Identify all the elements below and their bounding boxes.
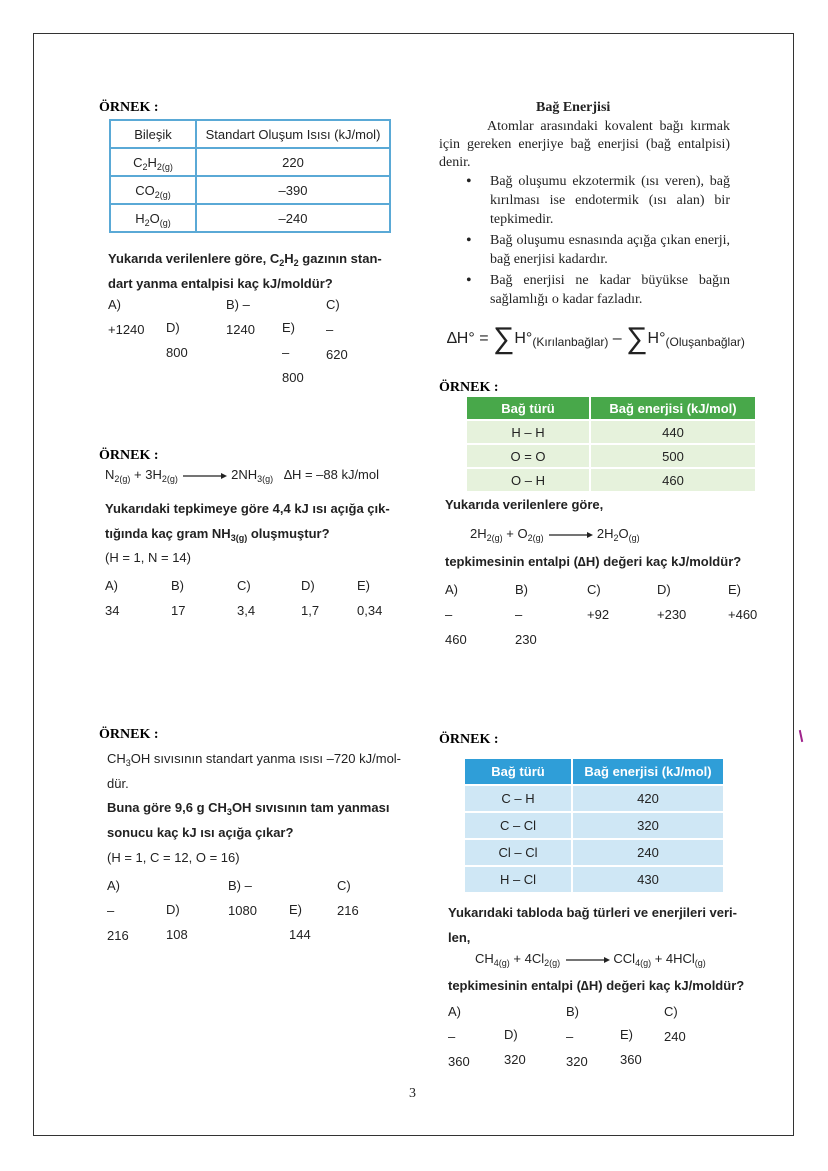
q5-equation: $CH_{4(g)} + 4Cl_{2(g)}$ CCl$_{4(g)}$ + 4HCl$_{(g)}$ <box>475 951 706 968</box>
option[interactable]: A) +1240 <box>108 297 145 337</box>
option[interactable]: D) 108 <box>166 902 188 942</box>
bond-intro: Atomlar arasındaki kovalent bağı kırmak için gereken enerjiye bağ enerjisi (bağ entalpisi) denir. <box>439 119 730 170</box>
option[interactable]: E) –800 <box>282 320 304 385</box>
option[interactable]: C) 3,4 <box>237 578 256 618</box>
q1-question: Yukarıda verilenlere göre, $C_2H_2$ gazının stan- dart yanma entalpisi kaç kJ/moldür? <box>108 251 382 291</box>
option[interactable]: E) 360 <box>620 1027 642 1067</box>
option[interactable]: C) 240 <box>664 1004 686 1044</box>
q5-th-0: Bağ türü <box>465 759 572 785</box>
q5-table <box>465 759 723 892</box>
bond-formula: $\Delta H^\circ = \sum H^\circ_{(Kırılanbağlar)} - \sum H^\circ_{(Oluşanbağlar)}$ <box>447 322 745 355</box>
bond-bullets <box>448 172 730 309</box>
q1-th-1: Standart Oluşum Isısı (kJ/mol) <box>196 120 390 148</box>
q4-th-0: Bağ türü <box>467 397 590 420</box>
table-row: Cl – Cl 240 <box>465 839 723 866</box>
option[interactable]: A) –216 <box>107 878 129 943</box>
option[interactable]: B) –230 <box>515 582 537 647</box>
q4-question: tepkimesinin entalpi (∆H) değeri kaç kJ/moldür? <box>445 554 742 569</box>
option[interactable]: B) 17 <box>171 578 186 618</box>
option[interactable]: A) –360 <box>448 1004 470 1069</box>
q1-th-0: Bileşik <box>110 120 196 148</box>
table-row: O = O 500 <box>467 444 755 468</box>
option[interactable]: A) 34 <box>105 578 120 618</box>
table-row: O – H 460 <box>467 468 755 491</box>
q3-question: Buna göre 9,6 g $CH_3OH$ sıvısının tam yanması sonucu kaç kJ ısı açığa çıkar? <box>107 800 390 840</box>
table-row: $C_2H_{2(g)}$ 220 <box>110 148 390 176</box>
q4-heading: ÖRNEK : <box>439 380 499 395</box>
q4-intro: Yukarıda verilenlere göre, <box>445 497 604 512</box>
bond-title: Bağ Enerjisi <box>536 100 611 115</box>
list-item: • Bağ oluşumu esnasında açığa çıkan enerji, bağ enerjisi kadardır. <box>448 231 730 269</box>
q4-table <box>467 397 755 491</box>
pen-mark <box>799 730 803 742</box>
table-row: C – H 420 <box>465 785 723 812</box>
option[interactable]: E) 0,34 <box>357 578 383 618</box>
q4-equation: $2H_{2(g)} + O_{2(g)}$ $2H_2O_{(g)}$ <box>470 526 640 543</box>
list-item: • Bağ enerjisi ne kadar büyükse bağın sağlamlığı o kadar fazladır. <box>448 271 730 309</box>
page-number: 3 <box>409 1086 416 1101</box>
option[interactable]: E) 144 <box>289 902 311 942</box>
option[interactable]: C) 216 <box>337 878 359 918</box>
q1-heading: ÖRNEK : <box>99 100 159 115</box>
q5-question: tepkimesinin entalpi (∆H) değeri kaç kJ/moldür? <box>448 978 745 993</box>
option[interactable]: C) +92 <box>587 582 610 622</box>
option[interactable]: B) –1240 <box>226 297 255 337</box>
option[interactable]: D) 1,7 <box>301 578 320 618</box>
arrow-icon <box>547 530 593 540</box>
option[interactable]: D) +230 <box>657 582 687 622</box>
q2-equation: $N_{2(g)} + 3H_{2(g)}$ $2NH_{3(g)}$ ∆H = –88 kJ/mol <box>105 467 380 484</box>
q3-given: (H = 1, C = 12, O = 16) <box>107 850 240 865</box>
table-row: C – Cl 320 <box>465 812 723 839</box>
table-row: H – H 440 <box>467 420 755 444</box>
q2-question: Yukarıdaki tepkimeye göre 4,4 kJ ısı açığa çık- tığında kaç gram $NH_{3(g)}$ oluşmuştur? <box>105 501 390 543</box>
q5-intro: Yukarıdaki tabloda bağ türleri ve enerjileri veri- len, <box>448 905 738 945</box>
option[interactable]: D) 800 <box>166 320 188 360</box>
list-item: • Bağ oluşumu ekzotermik (ısı veren), bağ kırılması ise endotermik (ısı alan) bir tepkimedir. <box>448 172 730 229</box>
q2-heading: ÖRNEK : <box>99 448 159 463</box>
q3-heading: ÖRNEK : <box>99 727 159 742</box>
option[interactable]: B) –1080 <box>228 878 257 918</box>
q1-table <box>109 119 391 233</box>
arrow-icon <box>564 955 610 965</box>
table-row: $H_2O_{(g)}$ –240 <box>110 204 390 232</box>
q3-intro: $CH_3OH$ sıvısının standart yanma ısısı –720 kJ/mol- dür. <box>107 751 402 791</box>
arrow-icon <box>181 471 227 481</box>
q5-heading: ÖRNEK : <box>439 732 499 747</box>
q4-th-1: Bağ enerjisi (kJ/mol) <box>590 397 755 420</box>
table-row: H – Cl 430 <box>465 866 723 892</box>
q5-th-1: Bağ enerjisi (kJ/mol) <box>572 759 723 785</box>
option[interactable]: E) +460 <box>728 582 758 622</box>
option[interactable]: C) –620 <box>326 297 348 362</box>
option[interactable]: D) 320 <box>504 1027 526 1067</box>
option[interactable]: B) –320 <box>566 1004 588 1069</box>
q2-given: (H = 1, N = 14) <box>105 550 191 565</box>
table-row: $CO_{2(g)}$ –390 <box>110 176 390 204</box>
option[interactable]: A) –460 <box>445 582 467 647</box>
